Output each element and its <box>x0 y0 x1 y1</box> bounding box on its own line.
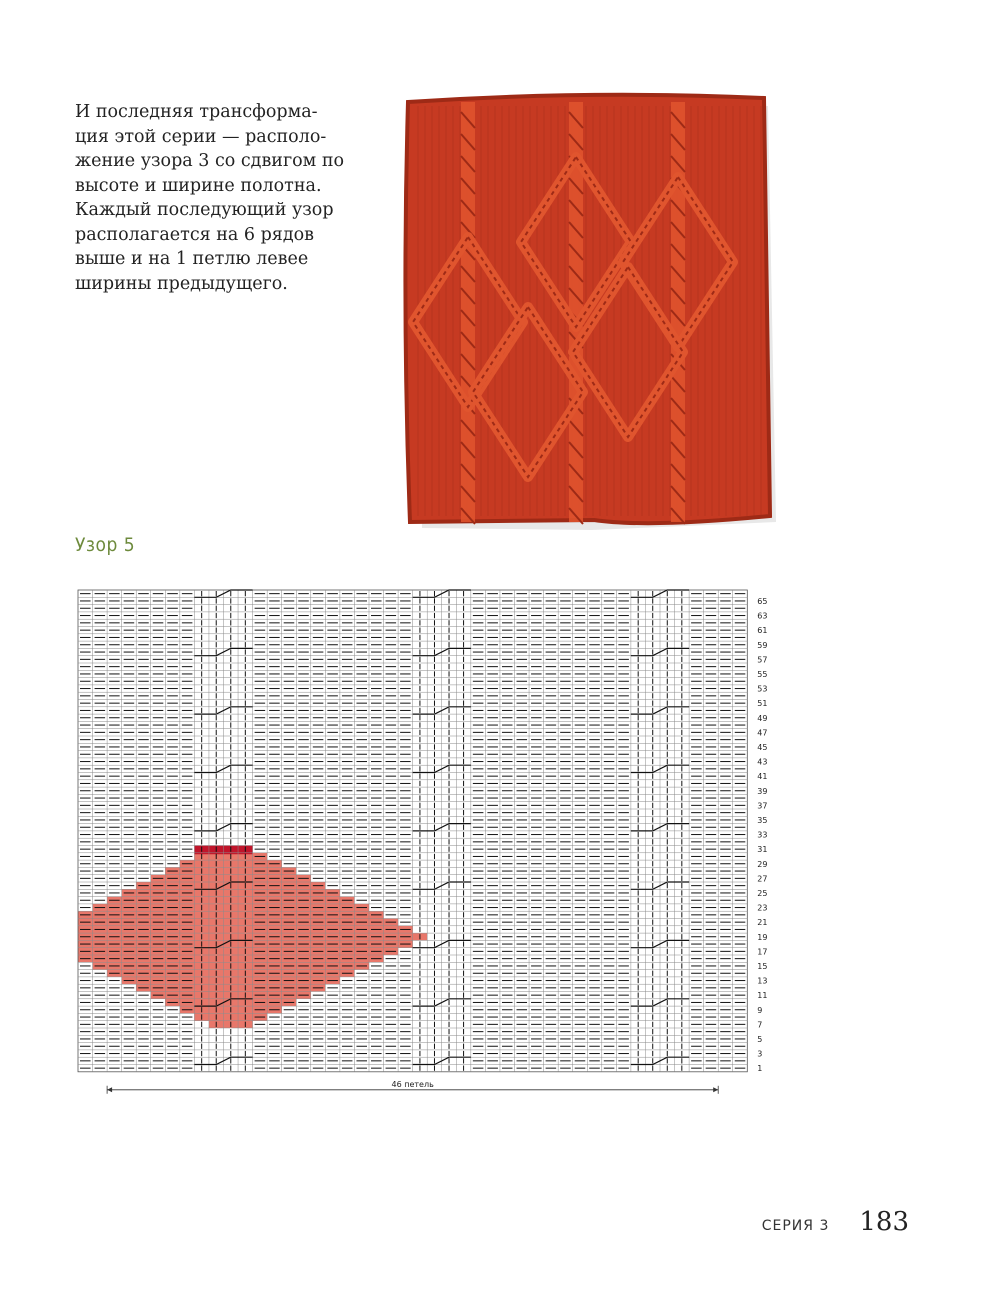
chart-row-label: 13 <box>757 976 768 986</box>
intro-line: Каждый последующий узор <box>75 200 334 220</box>
chart-row-label: 1 <box>757 1064 763 1074</box>
chart-row-label: 61 <box>757 626 768 636</box>
chart-width-label: 46 петель <box>391 1079 434 1089</box>
page-number: 183 <box>859 1207 909 1237</box>
chart-row-label: 57 <box>757 655 768 665</box>
chart-row-label: 27 <box>757 874 768 884</box>
knitting-chart <box>70 585 870 1095</box>
chart-row-label: 25 <box>757 888 768 898</box>
pattern-title: Узор 5 <box>75 534 136 556</box>
chart-row-label: 51 <box>757 699 768 709</box>
chart-row-label: 59 <box>757 640 768 650</box>
chart-row-label: 43 <box>757 757 768 767</box>
chart-row-label: 65 <box>757 596 768 606</box>
chart-row-label: 3 <box>757 1049 763 1059</box>
swatch-illustration <box>398 92 776 532</box>
chart-row-label: 37 <box>757 801 768 811</box>
intro-line: располагается на 6 рядов <box>75 224 314 245</box>
chart-row-label: 23 <box>757 903 768 913</box>
dimension-arrow-left <box>107 1087 112 1092</box>
chart-row-label: 17 <box>757 947 768 957</box>
knitting-chart-grid <box>70 585 870 1095</box>
chart-row-label: 45 <box>757 742 768 752</box>
chart-width-dimension <box>107 1080 718 1094</box>
chart-row-label: 55 <box>757 669 768 679</box>
intro-text <box>75 100 375 296</box>
series-label: СЕРИЯ 3 <box>761 1218 830 1234</box>
page-footer <box>762 1207 909 1237</box>
chart-row-label: 15 <box>757 961 768 971</box>
chart-row-label: 29 <box>757 859 768 869</box>
chart-row-label: 33 <box>757 830 768 840</box>
chart-row-label: 9 <box>757 1005 763 1015</box>
chart-row-labels <box>757 597 767 1073</box>
intro-line: высоте и ширине полотна. <box>75 175 322 196</box>
chart-row-label: 49 <box>757 713 768 723</box>
chart-row-label: 7 <box>757 1020 763 1030</box>
chart-row-label: 41 <box>757 772 768 782</box>
knitted-swatch-photo <box>398 92 776 532</box>
chart-row-label: 11 <box>757 991 768 1001</box>
chart-row-label: 53 <box>757 684 768 694</box>
dimension-arrow-right <box>713 1087 718 1092</box>
chart-row-label: 35 <box>757 815 768 825</box>
intro-line: выше и на 1 петлю левее <box>75 249 309 269</box>
intro-line: ширины предыдущего. <box>75 273 288 294</box>
chart-row-label: 39 <box>757 786 768 796</box>
chart-row-label: 21 <box>757 918 768 928</box>
intro-line: И последняя трансформа- <box>75 102 318 122</box>
chart-row-label: 63 <box>757 611 768 621</box>
chart-row-label: 47 <box>757 728 768 738</box>
chart-row-label: 19 <box>757 932 768 942</box>
intro-line: жение узора 3 со сдвигом по <box>75 151 345 171</box>
intro-line: ция этой серии — располо- <box>75 126 327 147</box>
chart-row-label: 31 <box>757 845 768 855</box>
chart-row-label: 5 <box>757 1034 763 1044</box>
